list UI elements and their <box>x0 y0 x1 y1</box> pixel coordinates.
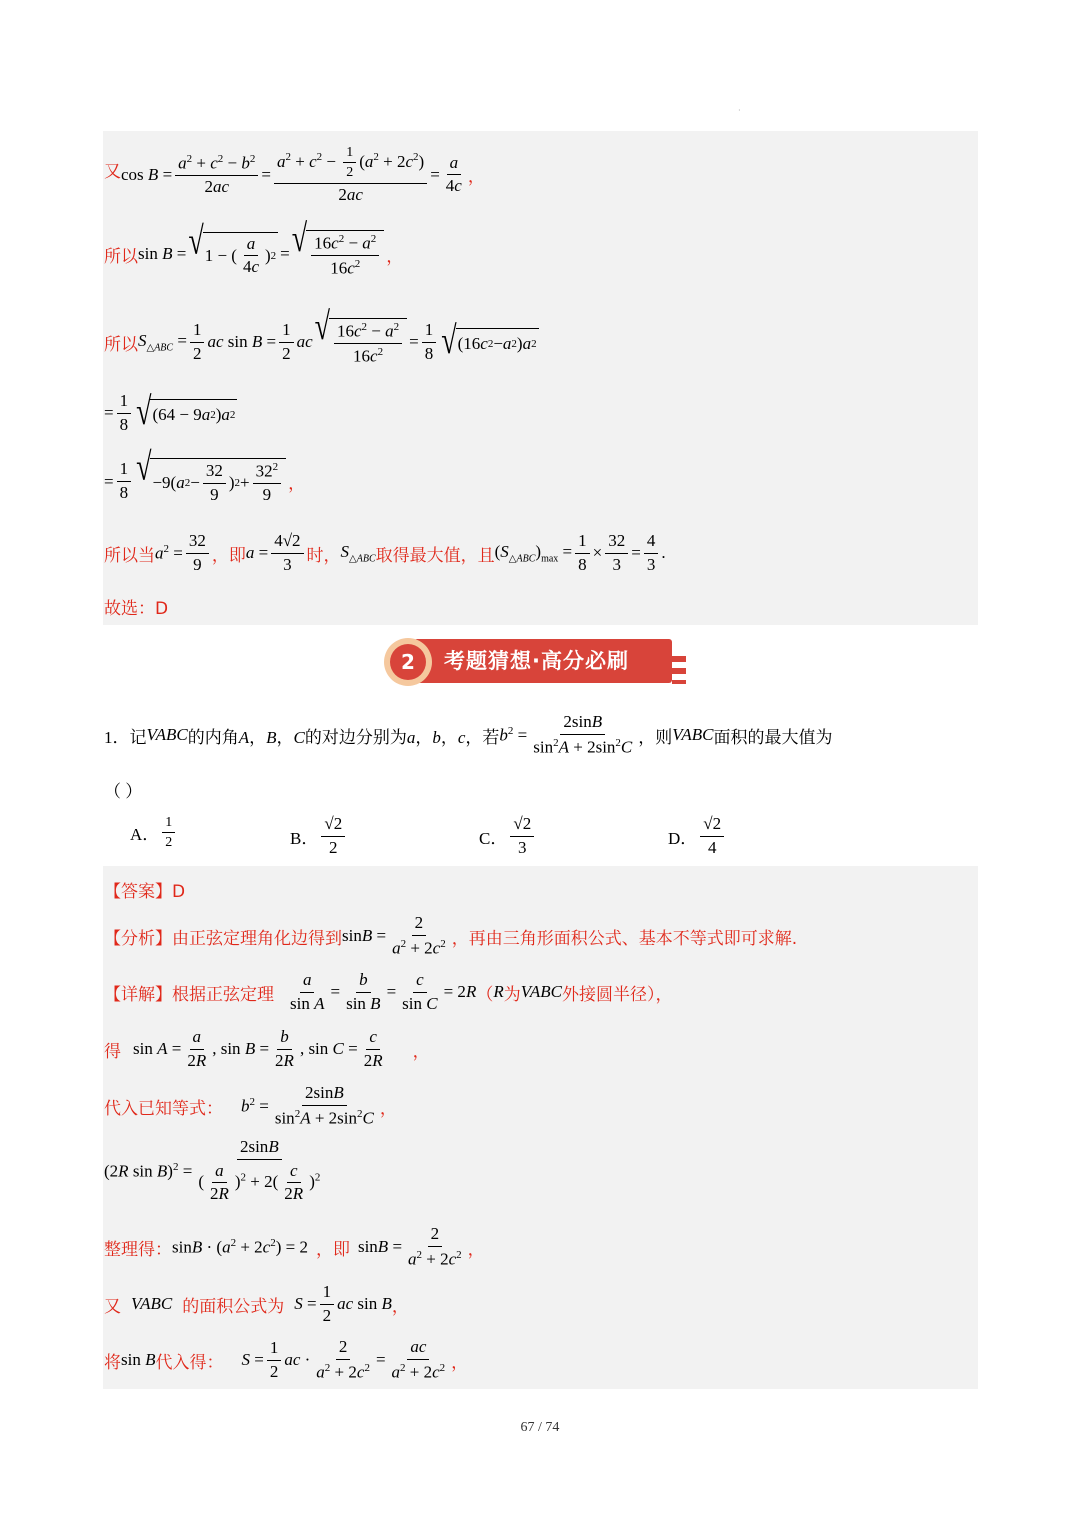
cosB-line: 又 cos B = $\frac{a^2 + c^2 - b^2}{2ac}$ = $a^2 + c^2$ − $\frac{1}{2}$ $(a^2 + 2c^2)$ 2ac = $\frac{a}{4c}$ ， <box>104 145 485 204</box>
question-paren: （ ） <box>104 782 143 801</box>
simplify-lead: 整理得： <box>104 1239 172 1260</box>
header-mark: · <box>738 106 741 115</box>
area-line: 所以 $S_{\triangle ABC}$ = $\frac{1}{2}$ ac sin B = $\frac{1}{2}$ ac √ $\frac{16c^2 - a^2}{16c^2}$ = $\frac{1}{8}$ √ (16 c 2 − a 2 ) a 2 <box>104 305 537 366</box>
option-a-den: 2 <box>165 835 173 851</box>
sinB-line: 所以 sin B = √ 1 − ( $\frac{a}{4c}$ ) 2 = √ $\frac{16c^2 - a^2}{16c^2}$ ， <box>104 217 404 278</box>
q-text-a: 记 <box>129 727 147 747</box>
option-d-den: 4 <box>707 837 717 857</box>
question-line: 1． 记 VABC 的内角 A，B，C 的对边分别为 a，b，c ，若 $b^2$ = $\frac{2\sin B}{\sin^2A + 2\sin^2C}$ ，则 VABC 面积的最大值为 <box>104 712 833 757</box>
lead-qude: 取得最大值，且 <box>375 545 495 566</box>
lead-ji: ，即 <box>211 545 246 566</box>
badge-stripe-1 <box>672 656 686 662</box>
badge-stripe-3 <box>672 680 686 684</box>
area-triangle: VABC <box>131 1294 173 1314</box>
substitute-lead: 代入已知等式： <box>104 1098 223 1119</box>
option-b-label: B． <box>290 828 319 848</box>
analysis-tail: ，再由三角形面积公式、基本不等式即可求解. <box>451 928 798 949</box>
section-badge <box>384 636 704 690</box>
substitute-line: 代入已知等式： $b^2$ = $\frac{2\sin B}{\sin^2A + 2\sin^2C}$ ， <box>104 1083 397 1128</box>
badge-stripe-2 <box>672 668 686 674</box>
detail-tail-b: 为 <box>503 984 521 1005</box>
q-text-d: ，若 <box>465 727 500 747</box>
step-line-5: = $\frac{1}{8}$ √ −9( a 2 − $\frac{32}{9}$ ) 2 + $\frac{32^2}{9}$ ， <box>104 445 306 505</box>
derive-line: 得 sin A = $\frac{a}{2R}$ , sin B = $\frac{b}{2R}$ , sin C = $\frac{c}{2R}$ ， <box>104 1027 430 1070</box>
expand-line: (2R sin B)$^2$ = 2sinB ( $\frac{a}{2R}$ )$^2$ + 2( $\frac{c}{2R}$ )$^2$ <box>104 1137 321 1204</box>
lead-you: 又 <box>104 162 121 183</box>
page-number: 67 / 74 <box>520 1420 560 1435</box>
option-d[interactable]: D． $\frac{√2}{4}$ <box>668 815 727 857</box>
q-text-b: 的内角 <box>187 727 239 747</box>
option-b[interactable]: B． $\frac{√2}{2}$ <box>290 815 348 857</box>
answer-tag: 【答案】D <box>104 882 186 902</box>
conclusion: 故选：D <box>104 599 169 619</box>
max-line: 所以当 $a^2$ = $\frac{32}{9}$ ，即 a = $\frac{4√2}{3}$ 时， $S_{\triangle ABC}$ 取得最大值，且 $(S_{\triangle ABC})_{max}$ = $\frac{1}{8}$ × $\frac{32}{3}$ = $\frac{4}{3}$ . <box>104 531 666 574</box>
lead-suoyi-1: 所以 <box>104 246 138 267</box>
question-number: 1． <box>104 727 130 747</box>
sub2-lead: 将 <box>104 1352 121 1373</box>
simplify-mid: ，即 <box>315 1239 350 1260</box>
option-c-label: C． <box>479 828 508 848</box>
option-b-den: 2 <box>329 837 338 857</box>
step-line-4: = $\frac{1}{8}$ √ (64 − 9 a 2 ) a 2 <box>104 390 236 435</box>
detail-line: 【详解】根据正弦定理 $\frac{a}{\text{sin A}}$ = $\frac{b}{\text{sin B}}$ = $\frac{c}{\text{sin C}}$ = 2R （ R 为 VABC 外接圆半径）， <box>104 970 673 1013</box>
option-c[interactable]: C． $\frac{√2}{3}$ <box>479 815 537 857</box>
option-c-den: 3 <box>518 837 527 857</box>
final-line: 将 sin B 代入得： S = $\frac{1}{2}$ ac · $\frac{2}{a^2 + 2c^2}$ = $\frac{ac}{a^2 + 2c^2}$ ， <box>104 1337 469 1382</box>
option-c-num: 2 <box>522 814 532 833</box>
q-text-e: ，则 <box>638 727 673 747</box>
sub2-mid: 代入得： <box>155 1352 224 1373</box>
detail-tag: 【详解】根据正弦定理 <box>104 984 274 1005</box>
detail-triangle: VABC <box>520 982 562 1002</box>
detail-tail-a: （ <box>476 984 494 1005</box>
option-d-label: D． <box>668 828 698 848</box>
lead-shi: 时， <box>306 545 341 566</box>
option-d-num: 2 <box>712 814 722 833</box>
option-a-label: A． <box>130 825 160 845</box>
area-lead: 又 <box>104 1296 121 1317</box>
badge-number: 2 <box>390 644 426 680</box>
analysis-line: 【分析】由正弦定理角化边得到 sinB = $\frac{2}{a^2 + 2c^2}$ ，再由三角形面积公式、基本不等式即可求解. <box>104 913 798 958</box>
option-a[interactable] <box>130 815 178 851</box>
area-mid: 的面积公式为 <box>182 1296 285 1317</box>
analysis-tag: 【分析】由正弦定理角化边得到 <box>104 928 342 949</box>
badge-title: 考题猜想·高分必刷 <box>444 649 629 673</box>
option-b-num: 2 <box>333 814 343 833</box>
q-text-f: 面积的最大值为 <box>713 727 833 747</box>
lead-dang: 所以当 <box>104 545 155 566</box>
detail-tail-c: 外接圆半径）， <box>561 984 673 1005</box>
derive-lead: 得 <box>104 1041 121 1062</box>
option-a-num: 1 <box>162 815 175 833</box>
q-triangle: VABC <box>146 725 188 745</box>
simplify-line: 整理得： $\sin B \cdot (a^2 + 2c^2) = 2$ ，即 sinB = $\frac{2}{a^2 + 2c^2}$ ， <box>104 1224 485 1269</box>
area-formula-line: 又 VABC 的面积公式为 S = $\frac{1}{2}$ ac sin B ， <box>104 1282 409 1325</box>
q-triangle-2: VABC <box>672 725 714 745</box>
q-text-c: 的对边分别为 <box>304 727 407 747</box>
lead-suoyi-2: 所以 <box>104 334 138 355</box>
